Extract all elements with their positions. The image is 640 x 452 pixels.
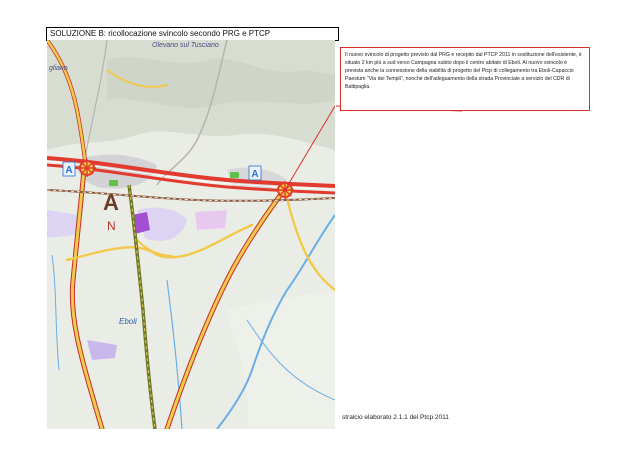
map-letter-a: A [103, 190, 119, 215]
map-letter-n: N [107, 219, 116, 233]
map-panel [47, 40, 335, 429]
label-eboli: Eboli [119, 317, 137, 326]
annotation-box [340, 47, 590, 111]
service-icon-left [109, 180, 118, 186]
motorway-sign-right [249, 166, 261, 180]
figure-caption: stralcio elaborato 2.1.1 del Ptcp 2011 [342, 414, 449, 421]
service-icon-right [230, 172, 239, 178]
label-tagliano: gliano [49, 65, 68, 72]
map-svg [47, 40, 335, 429]
motorway-sign-left-label: A [65, 165, 73, 176]
figure-title: SOLUZIONE B: ricollocazione svincolo secondo PRG e PTCP [46, 27, 339, 41]
annotation-text: Il nuovo svincolo di progetto previsto dal PRG e recepito dal PTCP 2011 in sostituzione dell'esistente, è situato 2 km più a sud verso Campagna subito dopo il centro abitato di Eboli. Al nuovo svincolo è prevista anche la connessione della viabilità di progetto del Ptcp di collegamento tra Eboli-Capaccio Paestum "Via dei Templi", nonché dell'adeguamento della strada Provinciale a servizio del CDR di Battipaglia. [345, 52, 582, 90]
motorway-sign-left [63, 162, 75, 176]
label-olevano: Olevano sul Tusciano [152, 42, 219, 49]
motorway-sign-right-label: A [251, 169, 259, 180]
industrial-zone-pink [195, 210, 227, 230]
